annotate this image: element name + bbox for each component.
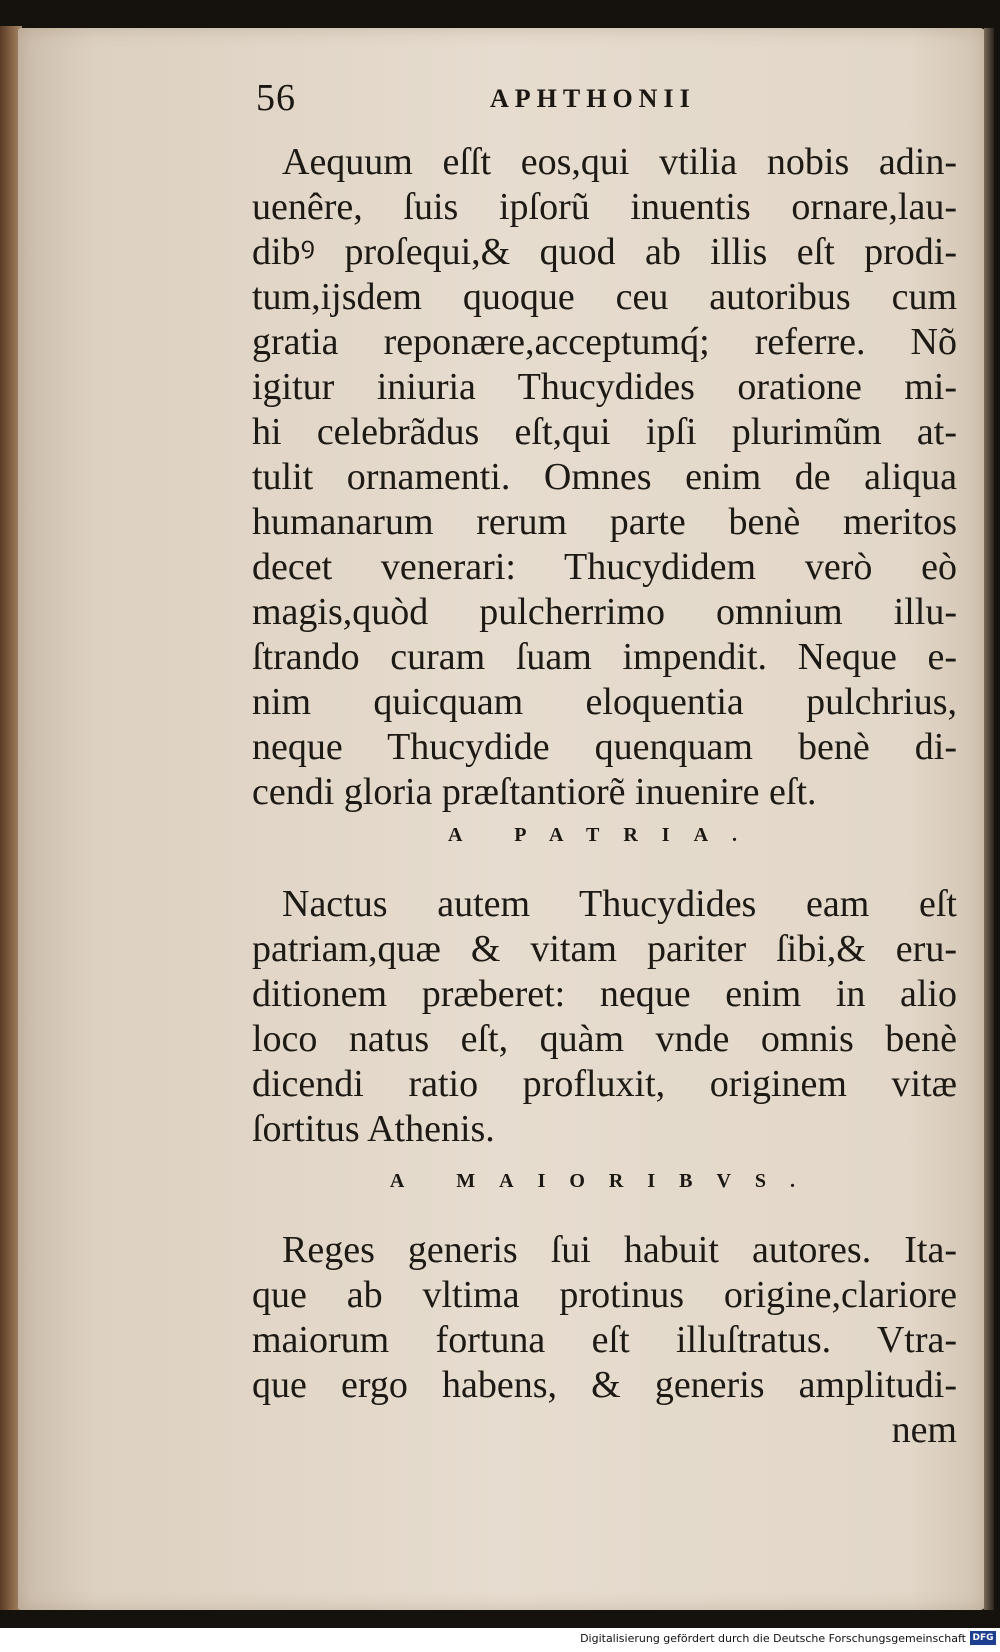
- text-line: que ab vltima protinus origine,clariore: [252, 1274, 957, 1316]
- running-title: APHTHONII: [490, 84, 696, 113]
- text-line: decet venerari: Thucydidem verò eò: [252, 546, 957, 588]
- text-line: cendi gloria præſtantiorẽ inuenire eſt.: [252, 771, 817, 813]
- text-line: uenêre, ſuis ipſorũ inuentis ornare,lau-: [252, 186, 957, 228]
- text-line: neque Thucydide quenquam benè di-: [252, 726, 957, 768]
- text-line: ſtrando curam ſuam impendit. Neque e-: [252, 636, 957, 678]
- text-line: hi celebrãdus eſt,qui ipſi plurimũm at-: [252, 411, 957, 453]
- text-line: Aequum eſſt eos,qui vtilia nobis adin-: [282, 141, 957, 183]
- page-edge: [984, 28, 994, 1610]
- page-number: 56: [256, 77, 296, 119]
- section-heading-maioribus: A MAIORIBVS.: [389, 1170, 820, 1192]
- text-line: Nactus autem Thucydides eam eſt: [282, 883, 957, 925]
- text-line: patriam,quæ & vitam pariter ſibi,& eru-: [252, 928, 957, 970]
- dfg-logo: DFG: [970, 1631, 996, 1645]
- text-line: tulit ornamenti. Omnes enim de aliqua: [252, 456, 957, 498]
- text-line: humanarum rerum parte benè meritos: [252, 501, 957, 543]
- paragraph-intro: [252, 140, 957, 815]
- footer-credit: Digitalisierung gefördert durch die Deutsche Forschungsgemeinschaft: [580, 1632, 966, 1645]
- text-line: ſortitus Athenis.: [252, 1108, 495, 1150]
- catchword: nem: [891, 1409, 957, 1451]
- section-heading-patria: A PATRIA.: [447, 824, 762, 846]
- paragraph-maioribus: [252, 1228, 957, 1453]
- text-line: que ergo habens, & generis amplitudi-: [252, 1364, 957, 1406]
- text-line: dicendi ratio profluxit, originem vitæ: [252, 1063, 957, 1105]
- text-line: gratia reponære,acceptumq́; referre. Nõ: [252, 321, 957, 363]
- text-line: nim quicquam eloquentia pulchrius,: [252, 681, 957, 723]
- paragraph-patria: [252, 882, 957, 1152]
- text-line: ditionem præberet: neque enim in alio: [252, 973, 957, 1015]
- text-line: dibꝰ proſequi,& quod ab illis eſt prodi-: [252, 231, 957, 273]
- text-line: igitur iniuria Thucydides oratione mi-: [252, 366, 957, 408]
- text-line: loco natus eſt, quàm vnde omnis benè: [252, 1018, 957, 1060]
- text-line: Reges generis ſui habuit autores. Ita-: [282, 1229, 957, 1271]
- text-line: tum,ijsdem quoque ceu autoribus cum: [252, 276, 957, 318]
- text-line: maiorum fortuna eſt illuſtratus. Vtra-: [252, 1319, 957, 1361]
- text-line: magis,quòd pulcherrimo omnium illu-: [252, 591, 957, 633]
